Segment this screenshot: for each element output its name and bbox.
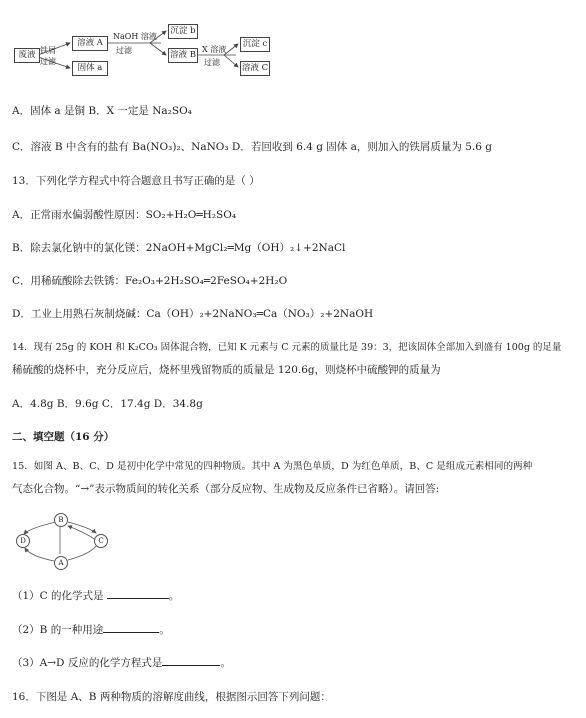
q13-option-b: B．除去氯化钠中的氯化镁：2NaOH+MgCl₂═Mg（OH）₂↓+2NaCl: [12, 242, 346, 254]
q15-part3-text: （3）A→D 反应的化学方程式是: [12, 657, 163, 669]
solid-a-box: 固体 a: [72, 61, 108, 76]
precipitate-c-box: 沉淀 c: [240, 37, 270, 52]
step2-label-top: NaOH 溶液: [113, 32, 157, 41]
precipitate-b-box: 沉淀 b: [168, 24, 198, 39]
q13-option-a: A．正常雨水偏弱酸性原因：SO₂+H₂O═H₂SO₄: [12, 209, 237, 221]
q14-options: A．4.8g B．9.6g C．17.4g D．34.8g: [12, 398, 203, 410]
q15-part1-text: （1）C 的化学式是: [12, 590, 107, 602]
q15-stem-line1: 15．如图 A、B、C、D 是初中化学中常见的四种物质。其中 A 为黑色单质，D 为红色单质，B、C 是组成元素相同的两种: [12, 461, 533, 472]
q13-stem: 13．下列化学方程式中符合题意且书写正确的是（ ）: [12, 175, 260, 187]
q15-part2: [12, 622, 170, 637]
step3-label-bottom: 过滤: [204, 58, 220, 67]
q14-stem-line1: 14．现有 25g 的 KOH 和 K₂CO₃ 固体混合物，已知 K 元素与 C 元素的质量比是 39：3，把该固体全部加入到盛有 100g 的足量: [12, 342, 562, 353]
step3-label-top: X 溶液: [202, 45, 227, 54]
q15-part2-text: （2）B 的一种用途: [12, 624, 104, 636]
q15-part3: [12, 655, 231, 670]
q15-stem-line2: 气态化合物。“→”表示物质间的转化关系（部分反应物、生成物及反应条件已省略）。请回答:: [12, 483, 440, 495]
answer-blank-1[interactable]: [107, 588, 169, 599]
answer-blank-3[interactable]: [162, 655, 220, 666]
q15-part3-end: 。: [220, 657, 231, 669]
answer-blank-2[interactable]: [103, 622, 159, 633]
q15-part1-end: 。: [168, 590, 180, 602]
node-c: C: [94, 534, 108, 548]
node-a: A: [54, 556, 68, 570]
q16-stem: 16．下图是 A、B 两种物质的溶解度曲线，根据图示回答下列问题：: [12, 691, 331, 703]
q14-stem-line2: 稀硫酸的烧杯中，充分反应后，烧杯里残留物质的质量是 120.6g，则烧杯中硫酸钾的质量为: [12, 364, 441, 376]
q15-part2-end: 。: [159, 624, 170, 636]
section-heading-fill-blank: 二、填空题（16 分）: [12, 431, 115, 443]
q12-options-cd: C．溶液 B 中含有的盐有 Ba(NO₃)₂、NaNO₃ D．若回收到 6.4 g 固体 a，则加入的铁屑质量为 5.6 g: [12, 141, 492, 153]
q13-option-c: C．用稀硫酸除去铁锈：Fe₂O₃+2H₂SO₄═2FeSO₄+2H₂O: [12, 275, 288, 287]
solution-b-box: 溶液 B: [168, 48, 198, 63]
node-b: B: [54, 513, 68, 527]
waste-liquid-box: 废液: [14, 48, 40, 63]
step1-label-top: 铁屑: [40, 46, 56, 55]
step1-label-bottom: 过滤: [40, 57, 56, 66]
q13-option-d: D．工业上用熟石灰制烧碱：Ca（OH）₂+2NaNO₃═Ca（NO₃）₂+2NaOH: [12, 308, 374, 320]
solution-a-box: 溶液 A: [72, 36, 108, 51]
node-d: D: [16, 534, 30, 548]
q12-options-ab: A．固体 a 是铜 B．X 一定是 Na₂SO₄: [12, 105, 192, 117]
q15-part1: [12, 588, 179, 603]
solution-c-box: 溶液 C: [240, 61, 270, 76]
step2-label-bottom: 过滤: [116, 46, 132, 55]
